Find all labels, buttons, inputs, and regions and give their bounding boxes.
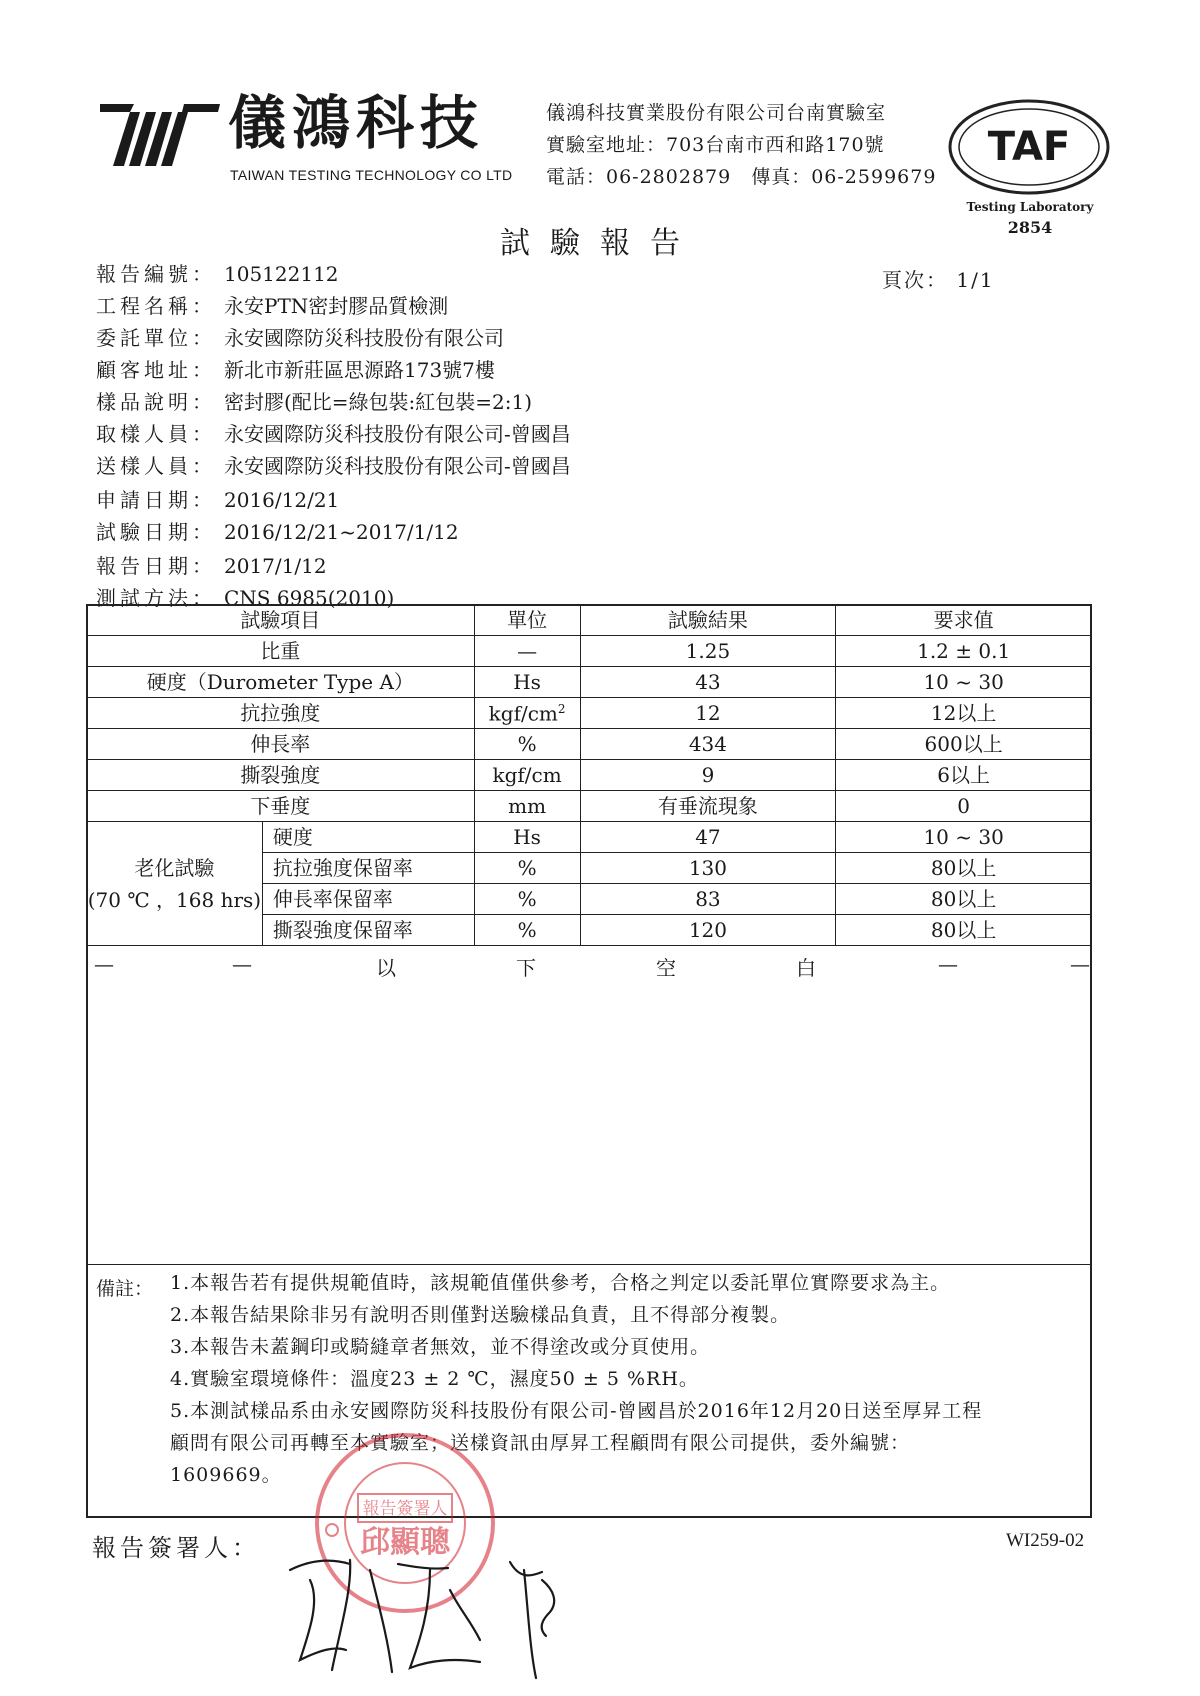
info-label: 申請日期：: [96, 488, 216, 512]
info-label: 測試方法：: [96, 586, 216, 610]
info-label: 報告編號：: [96, 262, 216, 286]
row-item: 下垂度: [87, 791, 475, 822]
seal-inner-top-text: 報告簽署人: [362, 1499, 448, 1519]
table-row: [87, 822, 1092, 853]
note-3: 3.本報告未蓋鋼印或騎縫章者無效，並不得塗改或分頁使用。: [170, 1336, 711, 1358]
header-requirement: 要求值: [836, 605, 1092, 636]
row-result: 83: [580, 884, 836, 915]
row-result: 434: [580, 729, 836, 760]
row-requirement: 6以上: [836, 760, 1092, 791]
info-row: [96, 296, 448, 316]
info-value: 2017/1/12: [224, 554, 327, 578]
row-result: 47: [580, 822, 836, 853]
blank-char: 白: [796, 956, 816, 980]
results-table: [86, 604, 1092, 946]
note-2: 2.本報告結果除非另有說明否則僅對送驗樣品負責，且不得部分複製。: [170, 1304, 791, 1326]
taf-testing-label: Testing Laboratory: [966, 200, 1094, 214]
row-result: 有垂流現象: [580, 791, 836, 822]
notes-label: 備註：: [96, 1278, 154, 1300]
row-requirement: 80以上: [836, 915, 1092, 946]
aging-group-label: 老化試驗: [134, 855, 215, 880]
info-value: CNS 6985(2010): [224, 586, 395, 610]
row-item: 硬度（Durometer Type A）: [87, 667, 475, 698]
note-5-cont: 顧問有限公司再轉至本實驗室；送樣資訊由厚昇工程顧問有限公司提供，委外編號：: [170, 1432, 911, 1454]
blank-dash: —: [94, 952, 114, 976]
info-value: 永安PTN密封膠品質檢測: [224, 294, 449, 318]
row-unit: [474, 698, 580, 729]
row-unit: Hs: [474, 822, 580, 853]
row-result: 9: [580, 760, 836, 791]
row-requirement: 1.2 ± 0.1: [836, 636, 1092, 667]
info-value: 2016/12/21: [224, 488, 340, 512]
table-row: [87, 760, 1092, 791]
row-requirement: 10 ~ 30: [836, 822, 1092, 853]
info-label: 取樣人員：: [96, 422, 216, 446]
row-item: 抗拉強度: [87, 698, 475, 729]
note-5: 5.本測試樣品系由永安國際防災科技股份有限公司-曾國昌於2016年12月20日送至厚昇工程: [170, 1400, 983, 1422]
info-label: 顧客地址：: [96, 358, 216, 382]
brand-name-english: TAIWAN TESTING TECHNOLOGY CO LTD: [230, 167, 513, 183]
row-unit: Hs: [474, 667, 580, 698]
header-unit: 單位: [474, 605, 580, 636]
table-row: [87, 636, 1092, 667]
taf-logo-icon: [948, 98, 1110, 196]
row-unit: %: [474, 884, 580, 915]
info-label: 工程名稱：: [96, 294, 216, 318]
info-row: [96, 360, 495, 380]
info-value: 105122112: [224, 262, 339, 286]
table-row: [87, 698, 1092, 729]
info-label: 送樣人員：: [96, 454, 216, 478]
row-result: 1.25: [580, 636, 836, 667]
table-row: [87, 791, 1092, 822]
row-unit: %: [474, 729, 580, 760]
lab-address: 實驗室地址：703台南市西和路170號: [546, 134, 885, 156]
info-label: 試驗日期：: [96, 520, 216, 544]
row-result: 43: [580, 667, 836, 698]
blank-dash: —: [938, 952, 958, 976]
info-value: 永安國際防災科技股份有限公司-曾國昌: [224, 422, 571, 446]
form-number: WI259-02: [1006, 1530, 1085, 1551]
row-result: 12: [580, 698, 836, 729]
row-requirement: 12以上: [836, 698, 1092, 729]
table-row: [87, 729, 1092, 760]
seal-name-text: 邱顯聰: [360, 1525, 450, 1560]
info-value: 新北市新莊區思源路173號7樓: [224, 358, 495, 382]
row-unit: %: [474, 853, 580, 884]
blank-dash: —: [1070, 952, 1090, 976]
table-row: [87, 667, 1092, 698]
aging-group-cell: [87, 822, 263, 946]
row-result: 120: [580, 915, 836, 946]
row-item: 硬度: [262, 822, 474, 853]
taf-lab-number: 2854: [1007, 218, 1053, 237]
report-title: 試驗報告: [500, 226, 700, 261]
blank-dash: —: [232, 952, 252, 976]
row-requirement: 600以上: [836, 729, 1092, 760]
lab-phone-fax: 電話：06-2802879 傳真：06-2599679: [546, 166, 937, 188]
brand-name-chinese: 儀鴻科技: [228, 89, 485, 157]
note-4: 4.實驗室環境條件：溫度23 ± 2 ℃，濕度50 ± 5 %RH。: [170, 1368, 699, 1390]
info-row: [96, 490, 339, 510]
unit-text: kgf/cm: [488, 701, 558, 726]
blank-char: 空: [656, 956, 676, 980]
note-5-end: 1609669。: [170, 1464, 282, 1486]
row-item: 伸長率保留率: [262, 884, 474, 915]
blank-char: 以: [376, 956, 396, 980]
signer-label: 報告簽署人：: [92, 1534, 260, 1562]
row-unit: %: [474, 915, 580, 946]
row-requirement: 10 ~ 30: [836, 667, 1092, 698]
info-label: 委託單位：: [96, 326, 216, 350]
table-header-row: [87, 605, 1092, 636]
row-requirement: 80以上: [836, 884, 1092, 915]
row-item: 撕裂強度: [87, 760, 475, 791]
header-result: 試驗結果: [580, 605, 836, 636]
row-unit: mm: [474, 791, 580, 822]
row-item: 抗拉強度保留率: [262, 853, 474, 884]
row-result: 130: [580, 853, 836, 884]
row-unit: kgf/cm: [474, 760, 580, 791]
info-row: [96, 392, 532, 412]
info-row: [96, 522, 459, 542]
taf-logo-text: TAF: [987, 124, 1071, 170]
info-row: [96, 328, 504, 348]
row-item: 比重: [87, 636, 475, 667]
row-unit: —: [474, 636, 580, 667]
note-1: 1.本報告若有提供規範值時，該規範值僅供參考，合格之判定以委託單位實際要求為主。: [170, 1272, 951, 1294]
blank-char: 下: [516, 956, 536, 980]
handwritten-signature-icon: [280, 1550, 660, 1680]
info-value: 永安國際防災科技股份有限公司: [224, 326, 504, 350]
lab-name: 儀鴻科技實業股份有限公司台南實驗室: [546, 102, 887, 124]
info-value: 密封膠(配比=綠包裝:紅包裝=2:1): [224, 390, 533, 414]
row-requirement: 0: [836, 791, 1092, 822]
header-item: 試驗項目: [87, 605, 475, 636]
info-row: [96, 556, 327, 576]
aging-condition: (70 ℃ ，168 hrs): [87, 887, 262, 912]
info-row: [96, 264, 339, 284]
row-requirement: 80以上: [836, 853, 1092, 884]
notes-divider: [86, 1264, 1092, 1265]
unit-superscript: 2: [557, 701, 566, 716]
info-row: [96, 456, 571, 476]
info-label: 樣品說明：: [96, 390, 216, 414]
row-item: 伸長率: [87, 729, 475, 760]
info-label: 報告日期：: [96, 554, 216, 578]
info-row: [96, 424, 571, 444]
info-value: 2016/12/21~2017/1/12: [224, 520, 459, 544]
page-number: 頁次： 1/1: [882, 268, 995, 292]
info-value: 永安國際防災科技股份有限公司-曾國昌: [224, 454, 571, 478]
row-item: 撕裂強度保留率: [262, 915, 474, 946]
company-logo-icon: [100, 104, 220, 166]
